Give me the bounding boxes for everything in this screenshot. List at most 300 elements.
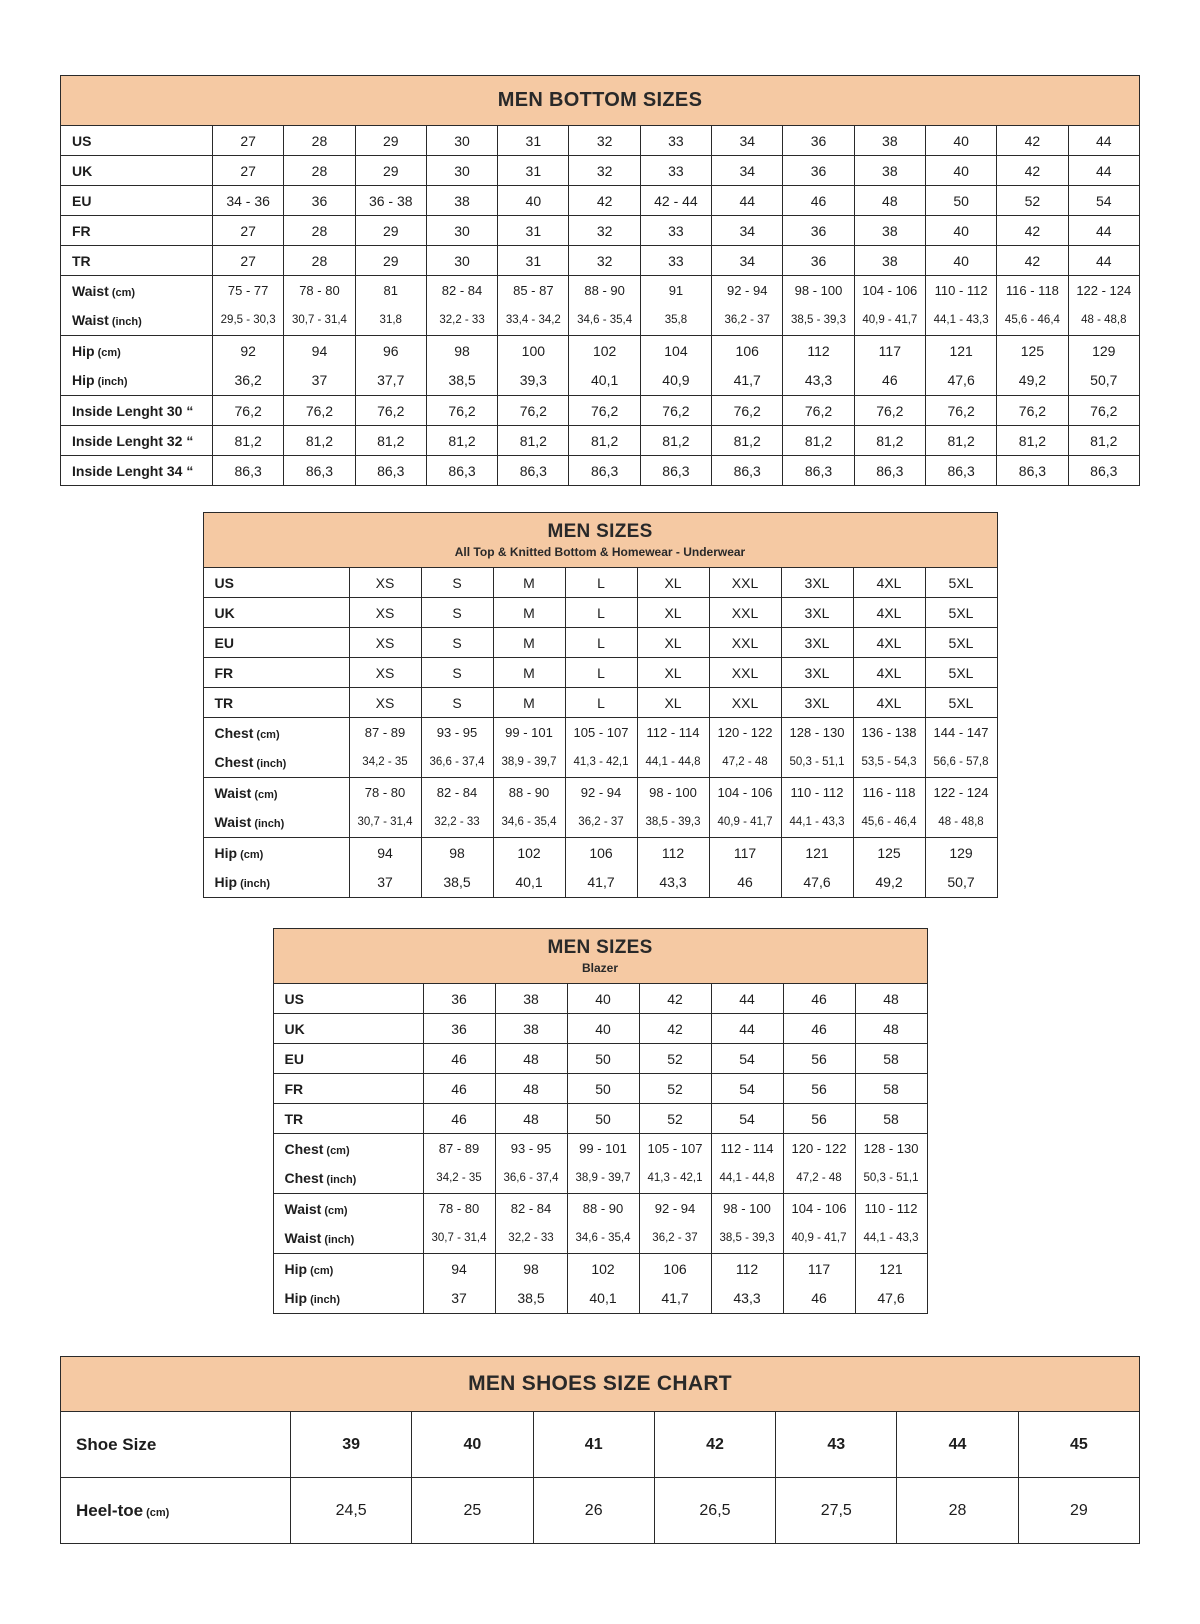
row-label xyxy=(273,1164,423,1194)
value-cell: 40,1 xyxy=(567,1284,639,1314)
value-cell: 76,2 xyxy=(213,396,284,426)
value-cell: 81,2 xyxy=(1068,426,1139,456)
value-cell: 4XL xyxy=(853,598,925,628)
row-label-text: EU xyxy=(284,1050,304,1067)
row-label xyxy=(61,126,213,156)
row-label-text: Heel-toe xyxy=(76,1500,144,1520)
value-cell: 40,9 - 41,7 xyxy=(709,808,781,838)
value-cell: 92 - 94 xyxy=(712,276,783,306)
row-label-unit: (cm) xyxy=(326,1144,350,1157)
table-row xyxy=(61,1478,1140,1544)
value-cell: 50,7 xyxy=(925,868,997,898)
value-cell: 117 xyxy=(854,336,925,366)
value-cell: 88 - 90 xyxy=(569,276,640,306)
value-cell: 112 - 114 xyxy=(711,1134,783,1164)
value-cell: 27,5 xyxy=(776,1478,897,1544)
value-cell: 81,2 xyxy=(213,426,284,456)
row-label-unit: (inch) xyxy=(310,1294,341,1307)
value-cell: 50,7 xyxy=(1068,366,1139,396)
value-cell: 28 xyxy=(284,156,355,186)
size-table xyxy=(203,512,998,898)
value-cell: 81,2 xyxy=(997,426,1068,456)
value-cell: 32 xyxy=(569,156,640,186)
value-cell: 125 xyxy=(853,838,925,868)
table-title-row xyxy=(61,1357,1140,1412)
row-label xyxy=(61,246,213,276)
table-row xyxy=(61,276,1140,306)
row-label-unit: (cm) xyxy=(97,346,121,359)
value-cell: M xyxy=(493,598,565,628)
value-cell: 30 xyxy=(426,246,497,276)
value-cell: 40 xyxy=(925,246,996,276)
row-label-unit: (inch) xyxy=(326,1174,357,1187)
value-cell: 36 xyxy=(783,216,854,246)
row-label-text: Chest xyxy=(214,724,254,741)
value-cell: 45,6 - 46,4 xyxy=(853,808,925,838)
value-cell: 37 xyxy=(423,1284,495,1314)
value-cell: 86,3 xyxy=(925,456,996,486)
row-label xyxy=(61,156,213,186)
row-label-text: Hip xyxy=(284,1290,308,1307)
value-cell: 54 xyxy=(1068,186,1139,216)
value-cell: 42 xyxy=(639,984,711,1014)
row-label xyxy=(61,276,213,306)
value-cell: 38 xyxy=(495,1014,567,1044)
table-title: MEN SIZES xyxy=(547,937,653,958)
table-row xyxy=(273,1224,927,1254)
value-cell: 46 xyxy=(423,1044,495,1074)
value-cell: 44 xyxy=(1068,246,1139,276)
value-cell: XL xyxy=(637,628,709,658)
value-cell: 102 xyxy=(569,336,640,366)
row-label-text: UK xyxy=(72,162,93,179)
value-cell: 76,2 xyxy=(925,396,996,426)
value-cell: 47,2 - 48 xyxy=(783,1164,855,1194)
row-label xyxy=(273,1104,423,1134)
row-label-text: TR xyxy=(72,252,91,269)
table-row xyxy=(61,396,1140,426)
value-cell: 48 xyxy=(855,984,927,1014)
value-cell: 32,2 - 33 xyxy=(421,808,493,838)
table-row xyxy=(273,1044,927,1074)
value-cell: 40,9 - 41,7 xyxy=(783,1224,855,1254)
row-label xyxy=(203,808,349,838)
row-label-text: Hip xyxy=(72,342,95,359)
value-cell: 86,3 xyxy=(213,456,284,486)
table-title: MEN SHOES SIZE CHART xyxy=(468,1372,732,1395)
value-cell: 110 - 112 xyxy=(855,1194,927,1224)
row-label-text: Inside Lenght 34 “ xyxy=(72,462,194,479)
value-cell: 125 xyxy=(997,336,1068,366)
value-cell: 5XL xyxy=(925,598,997,628)
value-cell: 87 - 89 xyxy=(349,718,421,748)
value-cell: 85 - 87 xyxy=(498,276,569,306)
value-cell: 40 xyxy=(567,1014,639,1044)
row-label-unit: (inch) xyxy=(240,878,271,891)
row-label xyxy=(61,1478,291,1544)
value-cell: 98 - 100 xyxy=(637,778,709,808)
value-cell: 34,6 - 35,4 xyxy=(493,808,565,838)
value-cell: 42 xyxy=(639,1014,711,1044)
value-cell: 106 xyxy=(639,1254,711,1284)
value-cell: XXL xyxy=(709,628,781,658)
value-cell: 76,2 xyxy=(712,396,783,426)
value-cell: 92 - 94 xyxy=(639,1194,711,1224)
value-cell: 38,5 xyxy=(421,868,493,898)
value-cell: 38,5 - 39,3 xyxy=(783,306,854,336)
value-cell: 98 xyxy=(495,1254,567,1284)
table-row xyxy=(273,1284,927,1314)
value-cell: 100 xyxy=(498,336,569,366)
value-cell: 31,8 xyxy=(355,306,426,336)
table-row xyxy=(273,1134,927,1164)
value-cell: 36,2 xyxy=(213,366,284,396)
row-label-text: Chest xyxy=(284,1140,324,1157)
value-cell: 36 xyxy=(783,246,854,276)
table-row xyxy=(203,838,997,868)
value-cell: 29 xyxy=(355,246,426,276)
value-cell: 104 xyxy=(640,336,711,366)
value-cell: 116 - 118 xyxy=(997,276,1068,306)
value-cell: 34 xyxy=(712,246,783,276)
value-cell: 41,3 - 42,1 xyxy=(565,748,637,778)
value-cell: 36 - 38 xyxy=(355,186,426,216)
value-cell: 48 xyxy=(495,1104,567,1134)
value-cell: 30 xyxy=(426,126,497,156)
row-label-text: US xyxy=(214,574,234,591)
value-cell: 46 xyxy=(783,186,854,216)
value-cell: 38,9 - 39,7 xyxy=(493,748,565,778)
row-label xyxy=(203,838,349,868)
row-label xyxy=(61,456,213,486)
value-cell: 48 - 48,8 xyxy=(1068,306,1139,336)
table-title: MEN SIZES xyxy=(547,521,653,542)
row-label-text: Waist xyxy=(214,784,252,801)
value-cell: 128 - 130 xyxy=(781,718,853,748)
value-cell: 28 xyxy=(897,1478,1018,1544)
value-cell: 75 - 77 xyxy=(213,276,284,306)
value-cell: 81,2 xyxy=(284,426,355,456)
row-label-text: Waist xyxy=(72,312,109,329)
row-label xyxy=(203,598,349,628)
value-cell: 38 xyxy=(854,246,925,276)
value-cell: 76,2 xyxy=(783,396,854,426)
value-cell: 76,2 xyxy=(355,396,426,426)
row-label xyxy=(273,1074,423,1104)
value-cell: 38 xyxy=(854,126,925,156)
value-cell: L xyxy=(565,688,637,718)
value-cell: 36 xyxy=(783,156,854,186)
value-cell: 4XL xyxy=(853,658,925,688)
value-cell: L xyxy=(565,658,637,688)
value-cell: 52 xyxy=(639,1044,711,1074)
value-cell: 27 xyxy=(213,216,284,246)
value-cell: 44 xyxy=(711,1014,783,1044)
value-cell: 98 xyxy=(426,336,497,366)
table-row xyxy=(61,426,1140,456)
value-cell: 38 xyxy=(495,984,567,1014)
value-cell: 32 xyxy=(569,126,640,156)
value-cell: 56,6 - 57,8 xyxy=(925,748,997,778)
value-cell: 98 xyxy=(421,838,493,868)
value-cell: 5XL xyxy=(925,628,997,658)
value-cell: 82 - 84 xyxy=(426,276,497,306)
value-cell: XXL xyxy=(709,658,781,688)
value-cell: XL xyxy=(637,598,709,628)
value-cell: 52 xyxy=(639,1104,711,1134)
table-row xyxy=(203,598,997,628)
value-cell: 34 xyxy=(712,156,783,186)
value-cell: 81,2 xyxy=(355,426,426,456)
table-row xyxy=(61,156,1140,186)
table-row xyxy=(61,336,1140,366)
value-cell: 39 xyxy=(291,1412,412,1478)
value-cell: 44 xyxy=(1068,216,1139,246)
value-cell: 93 - 95 xyxy=(495,1134,567,1164)
table-row xyxy=(273,1254,927,1284)
row-label xyxy=(273,984,423,1014)
value-cell: 48 xyxy=(855,1014,927,1044)
row-label xyxy=(61,1412,291,1478)
value-cell: 33 xyxy=(640,156,711,186)
value-cell: 3XL xyxy=(781,598,853,628)
value-cell: 110 - 112 xyxy=(781,778,853,808)
value-cell: 40,9 - 41,7 xyxy=(854,306,925,336)
value-cell: 36,6 - 37,4 xyxy=(421,748,493,778)
value-cell: 81,2 xyxy=(783,426,854,456)
value-cell: 28 xyxy=(284,126,355,156)
value-cell: 47,6 xyxy=(925,366,996,396)
value-cell: 47,2 - 48 xyxy=(709,748,781,778)
value-cell: M xyxy=(493,568,565,598)
row-label xyxy=(203,778,349,808)
table-row xyxy=(61,216,1140,246)
value-cell: 76,2 xyxy=(640,396,711,426)
value-cell: XS xyxy=(349,658,421,688)
table-title-row xyxy=(273,929,927,984)
table-subtitle: All Top & Knitted Bottom & Homewear - Underwear xyxy=(454,545,746,559)
row-label xyxy=(273,1284,423,1314)
value-cell: 31 xyxy=(498,156,569,186)
table-row xyxy=(203,718,997,748)
value-cell: 81,2 xyxy=(569,426,640,456)
row-label-unit: (cm) xyxy=(256,728,280,741)
value-cell: 86,3 xyxy=(854,456,925,486)
row-label xyxy=(61,426,213,456)
table-row xyxy=(203,868,997,898)
value-cell: XL xyxy=(637,688,709,718)
value-cell: 98 - 100 xyxy=(783,276,854,306)
value-cell: 40 xyxy=(925,216,996,246)
row-label-text: UK xyxy=(284,1020,305,1037)
value-cell: 36 xyxy=(423,984,495,1014)
value-cell: 52 xyxy=(639,1074,711,1104)
row-label xyxy=(61,366,213,396)
value-cell: 28 xyxy=(284,216,355,246)
value-cell: 3XL xyxy=(781,658,853,688)
size-table xyxy=(60,75,1140,486)
value-cell: 46 xyxy=(783,984,855,1014)
value-cell: 33 xyxy=(640,216,711,246)
row-label xyxy=(61,396,213,426)
value-cell: 3XL xyxy=(781,628,853,658)
value-cell: 38,5 xyxy=(426,366,497,396)
value-cell: XL xyxy=(637,658,709,688)
row-label xyxy=(203,868,349,898)
value-cell: L xyxy=(565,568,637,598)
value-cell: 76,2 xyxy=(1068,396,1139,426)
value-cell: 105 - 107 xyxy=(639,1134,711,1164)
row-label-text: Hip xyxy=(214,874,238,891)
value-cell: 47,6 xyxy=(781,868,853,898)
value-cell: 121 xyxy=(855,1254,927,1284)
value-cell: 32 xyxy=(569,216,640,246)
value-cell: 44 xyxy=(1068,156,1139,186)
value-cell: 44 xyxy=(712,186,783,216)
value-cell: 104 - 106 xyxy=(783,1194,855,1224)
men-bottom-sizes-table xyxy=(60,75,1140,486)
value-cell: 43,3 xyxy=(783,366,854,396)
row-label-unit: (inch) xyxy=(324,1234,355,1247)
value-cell: 36,6 - 37,4 xyxy=(495,1164,567,1194)
value-cell: 38 xyxy=(854,216,925,246)
row-label-text: FR xyxy=(214,664,234,681)
value-cell: 121 xyxy=(925,336,996,366)
value-cell: 45,6 - 46,4 xyxy=(997,306,1068,336)
row-label xyxy=(203,658,349,688)
value-cell: 44,1 - 43,3 xyxy=(855,1224,927,1254)
men-sizes-top-underwear-table xyxy=(203,512,998,898)
row-label-text: Hip xyxy=(284,1260,308,1277)
value-cell: S xyxy=(421,568,493,598)
value-cell: 76,2 xyxy=(569,396,640,426)
value-cell: 5XL xyxy=(925,568,997,598)
value-cell: 48 xyxy=(495,1044,567,1074)
value-cell: XL xyxy=(637,568,709,598)
table-header-band xyxy=(273,929,927,984)
value-cell: 3XL xyxy=(781,688,853,718)
value-cell: 76,2 xyxy=(997,396,1068,426)
row-label-text: Waist xyxy=(72,282,109,299)
value-cell: 40 xyxy=(567,984,639,1014)
value-cell: 86,3 xyxy=(569,456,640,486)
value-cell: 30,7 - 31,4 xyxy=(423,1224,495,1254)
value-cell: 4XL xyxy=(853,628,925,658)
value-cell: 86,3 xyxy=(1068,456,1139,486)
value-cell: 44 xyxy=(897,1412,1018,1478)
table-row xyxy=(61,246,1140,276)
row-label-unit: (inch) xyxy=(256,758,287,771)
value-cell: 106 xyxy=(565,838,637,868)
value-cell: 36 xyxy=(284,186,355,216)
men-shoes-size-chart-table xyxy=(60,1356,1140,1544)
value-cell: 5XL xyxy=(925,688,997,718)
value-cell: 87 - 89 xyxy=(423,1134,495,1164)
table-title-row xyxy=(61,76,1140,126)
value-cell: 112 xyxy=(783,336,854,366)
value-cell: 29 xyxy=(355,156,426,186)
value-cell: 104 - 106 xyxy=(854,276,925,306)
table-row xyxy=(273,1104,927,1134)
table-row xyxy=(61,306,1140,336)
value-cell: 86,3 xyxy=(712,456,783,486)
value-cell: 25 xyxy=(412,1478,533,1544)
value-cell: 122 - 124 xyxy=(925,778,997,808)
table-row xyxy=(203,778,997,808)
value-cell: 34,2 - 35 xyxy=(423,1164,495,1194)
value-cell: 46 xyxy=(783,1284,855,1314)
table-row xyxy=(61,186,1140,216)
value-cell: 44 xyxy=(1068,126,1139,156)
value-cell: 42 xyxy=(997,216,1068,246)
value-cell: 86,3 xyxy=(426,456,497,486)
value-cell: 53,5 - 54,3 xyxy=(853,748,925,778)
men-sizes-blazer-table xyxy=(273,928,928,1314)
value-cell: 42 xyxy=(997,126,1068,156)
value-cell: 86,3 xyxy=(640,456,711,486)
row-label-unit: (cm) xyxy=(254,788,278,801)
value-cell: 26 xyxy=(533,1478,654,1544)
value-cell: 44,1 - 43,3 xyxy=(781,808,853,838)
value-cell: 33,4 - 34,2 xyxy=(498,306,569,336)
value-cell: S xyxy=(421,628,493,658)
value-cell: 41,7 xyxy=(565,868,637,898)
value-cell: 26,5 xyxy=(654,1478,775,1544)
row-label xyxy=(203,688,349,718)
value-cell: 94 xyxy=(349,838,421,868)
value-cell: 34 xyxy=(712,126,783,156)
table-row xyxy=(273,1074,927,1104)
row-label-text: Hip xyxy=(214,844,238,861)
value-cell: 50 xyxy=(567,1104,639,1134)
value-cell: XXL xyxy=(709,568,781,598)
value-cell: XS xyxy=(349,688,421,718)
row-label xyxy=(273,1044,423,1074)
row-label xyxy=(203,748,349,778)
value-cell: 27 xyxy=(213,126,284,156)
value-cell: 34 - 36 xyxy=(213,186,284,216)
table-row xyxy=(61,456,1140,486)
value-cell: 48 xyxy=(495,1074,567,1104)
value-cell: 86,3 xyxy=(783,456,854,486)
value-cell: 42 xyxy=(569,186,640,216)
value-cell: 50 xyxy=(925,186,996,216)
value-cell: 3XL xyxy=(781,568,853,598)
value-cell: 42 xyxy=(654,1412,775,1478)
value-cell: 30,7 - 31,4 xyxy=(349,808,421,838)
value-cell: 54 xyxy=(711,1044,783,1074)
row-label xyxy=(273,1014,423,1044)
value-cell: 38 xyxy=(854,156,925,186)
value-cell: 81,2 xyxy=(712,426,783,456)
value-cell: L xyxy=(565,628,637,658)
row-label xyxy=(273,1224,423,1254)
value-cell: 92 - 94 xyxy=(565,778,637,808)
value-cell: 46 xyxy=(423,1074,495,1104)
value-cell: 40 xyxy=(498,186,569,216)
row-label xyxy=(203,568,349,598)
value-cell: 122 - 124 xyxy=(1068,276,1139,306)
value-cell: 44,1 - 43,3 xyxy=(925,306,996,336)
value-cell: 44,1 - 44,8 xyxy=(711,1164,783,1194)
value-cell: M xyxy=(493,688,565,718)
row-label xyxy=(61,306,213,336)
row-label-text: Chest xyxy=(284,1170,324,1187)
table-row xyxy=(203,628,997,658)
value-cell: 58 xyxy=(855,1044,927,1074)
row-label xyxy=(273,1254,423,1284)
value-cell: 30 xyxy=(426,156,497,186)
